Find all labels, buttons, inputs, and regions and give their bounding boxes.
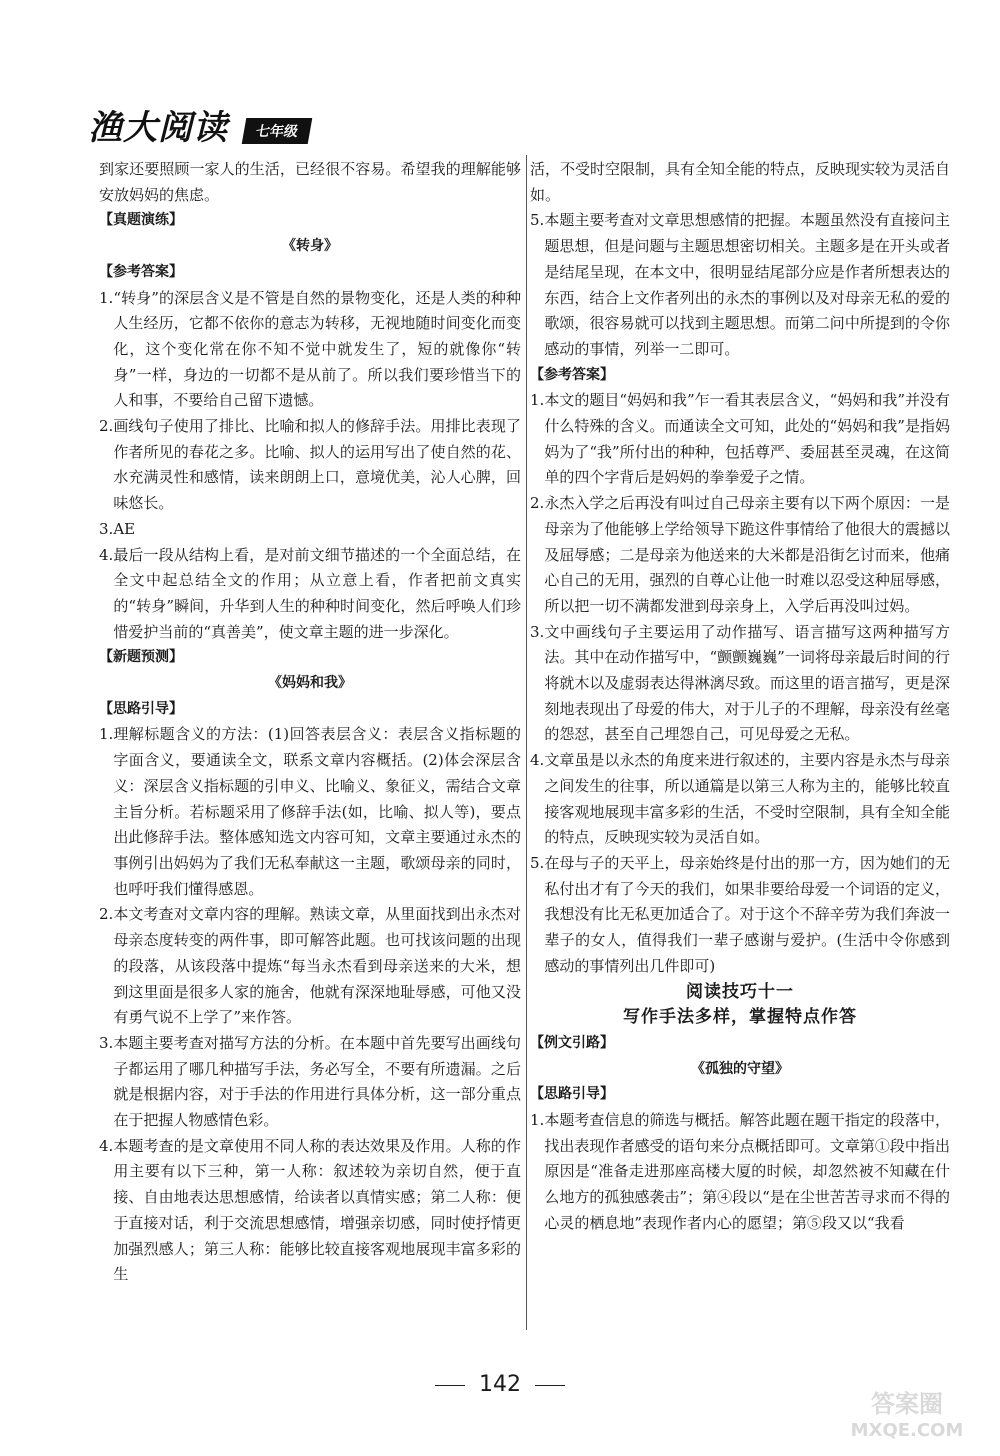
item-text: 本文的题目“妈妈和我”乍一看其表层含义，“妈妈和我”并没有什么特殊的含义。而通读全文可知，此处的“妈妈和我”是指妈妈为了“我”所付出的种种，包括尊严、委屈甚至灵魂，在这简单的四个字背后是妈妈的拳拳爱子之情。 <box>544 391 950 487</box>
section-label-answers: 【参考答案】 <box>99 263 183 280</box>
answer-list-2 <box>530 388 950 979</box>
item-number: 5. <box>530 211 545 230</box>
section-label-example: 【例文引路】 <box>530 1034 614 1051</box>
item-text: AE <box>113 519 136 538</box>
list-item <box>99 1134 521 1288</box>
item-text: “转身”的深层含义是不管是自然的景物变化，还是人类的种种人生经历，它都不依你的意志为转移，无视地随时间变化而变化，这个变化常在你不知不觉中就发生了，短的就像你“转身”一样，身边的一切都不是从前了。所以我们要珍惜当下的人和事，不要给自己留下遗憾。 <box>113 288 521 410</box>
list-item <box>99 286 521 415</box>
item-text: 在母与子的天平上，母亲始终是付出的那一方，因为她们的无私付出才有了今天的我们，如果非要给母爱一个词语的定义，我想没有比无私更加适合了。对于这个不辞辛劳为我们奔波一辈子的女人，值得我们一辈子感谢与爱护。(生活中令你感到感动的事情列出几件即可) <box>544 853 950 975</box>
list-item <box>530 491 950 620</box>
item-text: 本题考查的是文章使用不同人称的表达效果及作用。人称的作用主要有以下三种，第一人称：叙述较为亲切自然，便于直接、自由地表达思想感情，给读者以真情实感；第二人称：便于直接对话，利于交流思想感情，增强亲切感，同时使抒情更加强烈感人；第三人称：能够比较直接客观地展现丰富多彩的生 <box>113 1136 521 1284</box>
item-number: 3. <box>99 519 114 538</box>
item-text: 文章虽是以永杰的角度来进行叙述的，主要内容是永杰与母亲之间发生的往事，所以通篇是以第三人称为主的，能够比较直接客观地展现丰富多彩的生活，不受时空限制，具有全知全能的特点，反映现实较为灵活自如。 <box>544 751 950 847</box>
guide-list-continued <box>530 208 950 362</box>
answer-list <box>99 286 521 646</box>
item-text: 本题主要考查对文章思想感情的把握。本题虽然没有直接问主题思想，但是问题与主题思想密切相关。主题多是在开头或者是结尾呈现，在本文中，很明显结尾部分应是作者所想表达的东西，结合上文作者列出的永杰的事例以及对母亲无私的爱的歌颂，很容易就可以找到主题思想。而第二问中所提到的令你感动的事情，列举一二即可。 <box>544 211 950 358</box>
list-item <box>530 620 950 749</box>
list-item <box>530 388 950 491</box>
list-item <box>530 1108 950 1237</box>
left-column <box>99 157 521 1288</box>
section-label-silu: 【思路引导】 <box>99 700 183 717</box>
section-subtitle: 写作手法多样，掌握特点作答 <box>623 1007 857 1028</box>
item-number: 2. <box>99 417 114 436</box>
right-column <box>530 157 950 1237</box>
item-number: 1. <box>530 1111 545 1130</box>
item-text: 最后一段从结构上看，是对前文细节描述的一个全面总结，在全文中起总结全文的作用；从立意上看，作者把前文真实的“转身”瞬间，升华到人生的种种时间变化，然后呼唤人们珍惜爱护当前的“真善美”，使文章主题的进一步深化。 <box>113 545 521 641</box>
section-title: 阅读技巧十一 <box>686 981 794 1002</box>
section-label-answers-2: 【参考答案】 <box>530 366 614 383</box>
item-text: 永杰入学之后再没有叫过自己母亲主要有以下两个原因：一是母亲为了他能够上学给领导下跪这件事情给了他很大的震撼以及屈辱感；二是母亲为他送来的大米都是沿街乞讨而来，他痛心自己的无用，强烈的自尊心让他一时难以忍受这种屈辱感，所以把一切不满都发泄到母亲身上，入学后再没叫过妈。 <box>544 494 950 615</box>
item-text: 本题主要考查对描写方法的分析。在本题中首先要写出画线句子都运用了哪几种描写手法，务必写全，不要有所遗漏。之后就是根据内容，对于手法的作用进行具体分析，这一部分重点在于把握人物感情色彩。 <box>113 1033 521 1130</box>
left-intro: 到家还要照顾一家人的生活，已经很不容易。希望我的理解能够安放妈妈的焦虑。 <box>99 160 521 204</box>
list-item <box>99 543 521 646</box>
footer-dash-right <box>535 1385 565 1386</box>
list-item <box>530 748 950 851</box>
list-item <box>530 851 950 980</box>
list-item <box>530 208 950 362</box>
article-title-gudu: 《孤独的守望》 <box>691 1060 789 1077</box>
page-header <box>88 100 338 146</box>
item-text: 本题考查信息的筛选与概括。解答此题在题干指定的段落中，找出表现作者感受的语句来分点概括即可。文章第①段中指出原因是“准备走进那座高楼大厦的时候，却忽然被不知藏在什么地方的孤独感袭击”；第④段以“是在尘世苦苦寻求而不得的心灵的栖息地”表现作者内心的愿望；第⑤段又以“我看 <box>544 1111 950 1232</box>
article-title-zhuanshen: 《转身》 <box>282 238 338 255</box>
page-number: 142 <box>479 1372 521 1397</box>
article-title-mama: 《妈妈和我》 <box>268 675 352 692</box>
item-number: 2. <box>99 905 114 924</box>
guide-list-3 <box>530 1108 950 1237</box>
list-item <box>99 414 521 517</box>
list-item <box>99 1031 521 1134</box>
section-label-xinti: 【新题预测】 <box>99 649 183 666</box>
item-number: 1. <box>99 725 114 744</box>
item-text: 画线句子使用了排比、比喻和拟人的修辞手法。用排比表现了作者所见的春花之多。比喻、拟人的运用写出了使自然的花、水充满灵性和感情，读来朗朗上口，意境优美，沁人心脾，回味悠长。 <box>113 417 521 513</box>
right-intro: 活，不受时空限制，具有全知全能的特点，反映现实较为灵活自如。 <box>530 160 951 204</box>
footer-dash-left <box>435 1385 465 1386</box>
item-number: 4. <box>99 1136 114 1155</box>
grade-badge: 七年级 <box>242 118 313 144</box>
section-label-silu-2: 【思路引导】 <box>530 1086 614 1103</box>
item-number: 5. <box>530 853 545 872</box>
item-number: 2. <box>530 494 545 513</box>
item-number: 3. <box>99 1033 114 1052</box>
list-item <box>99 902 521 1031</box>
item-number: 4. <box>530 751 545 770</box>
watermark-top: 答案圈 <box>871 1390 943 1418</box>
item-text: 本文考查对文章内容的理解。熟读文章，从里面找到出永杰对母亲态度转变的两件事，即可解答此题。也可找该问题的出现的段落，从该段落中提炼“每当永杰看到母亲送来的大米，想到这里面是很多人家的施舍，他就有深深地耻辱感，可他又没有勇气说不上学了”来作答。 <box>113 905 521 1027</box>
item-text: 理解标题含义的方法：(1)回答表层含义：表层含义指标题的字面含义，要通读全文，联系文章内容概括。(2)体会深层含义：深层含义指标题的引申义、比喻义、象征义，需结合文章主旨分析。若标题采用了修辞手法(如，比喻、拟人等)，要点出此修辞手法。整体感知选文内容可知，文章主要通过永杰的事例引出妈妈为了我们无私奉献这一主题，歌颂母亲的同时，也呼吁我们懂得感恩。 <box>113 725 521 898</box>
item-number: 3. <box>530 622 545 641</box>
item-number: 1. <box>530 391 545 410</box>
brand-logo: 渔大阅读 <box>88 108 228 148</box>
list-item <box>99 722 521 902</box>
watermark-logo <box>832 1384 982 1444</box>
column-divider <box>526 155 527 1330</box>
section-label-zhenti: 【真题演练】 <box>99 212 183 229</box>
watermark-bottom: MXQE.COM <box>850 1420 964 1441</box>
item-number: 4. <box>99 545 114 564</box>
guide-list <box>99 722 521 1287</box>
list-item <box>99 517 521 543</box>
item-number: 1. <box>99 288 114 307</box>
item-text: 文中画线句子主要运用了动作描写、语言描写这两种描写方法。其中在动作描写中，“颤颤巍巍”一词将母亲最后时间的行将就木以及虚弱表达得淋漓尽致。而这里的语言描写，更是深刻地表现出了母爱的伟大，对于儿子的不理解，母亲没有丝毫的怨怼，甚至自己埋怨自己，可见母爱之无私。 <box>544 622 950 744</box>
